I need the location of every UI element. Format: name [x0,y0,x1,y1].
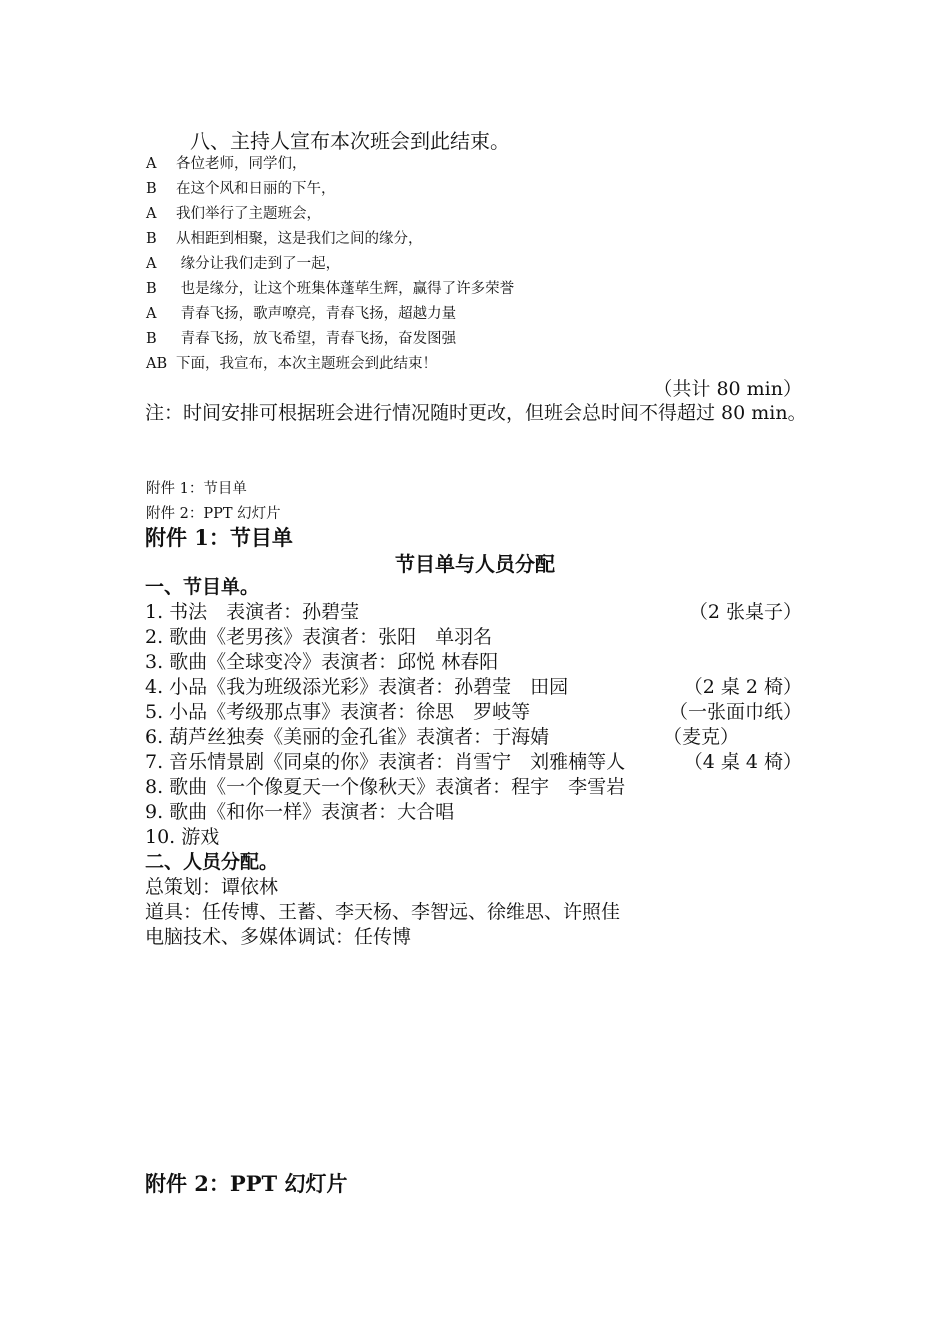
dialogue-text: 我们举行了主题班会， [176,206,321,222]
program-item-note: （4 桌 4 椅） [683,751,802,773]
staff-item: 道具：任传博、王蓄、李天杨、李智远、徐维思、许照佳 [145,901,621,923]
dialogue-line [146,152,307,173]
dialogue-text: 在这个风和日丽的下午， [176,181,336,197]
section-8-heading: 八、主持人宣布本次班会到此结束。 [190,129,510,153]
program-item: 5. 小品《考级那点事》表演者：徐思 罗岐等 [145,701,531,723]
time-note: 注：时间安排可根据班会进行情况随时更改，但班会总时间不得超过 80 min。 [145,402,807,424]
speaker-label: A [146,306,157,322]
program-item: 3. 歌曲《全球变冷》表演者：邱悦 林春阳 [145,651,499,673]
program-item: 7. 音乐情景剧《同桌的你》表演者：肖雪宁 刘雅楠等人 [145,751,626,773]
total-time: （共计 80 min） [653,378,802,400]
program-item-note: （2 桌 2 椅） [683,676,802,698]
program-item: 8. 歌曲《一个像夏天一个像秋天》表演者：程宇 李雪岩 [145,776,626,798]
speaker-label: A [146,256,157,272]
program-item: 6. 葫芦丝独奏《美丽的金孔雀》表演者：于海婧 [145,726,550,748]
program-item: 10. 游戏 [145,826,220,848]
program-item-note: （麦克） [663,726,740,748]
dialogue-text: 也是缘分，让这个班集体蓬荜生辉，赢得了许多荣誉 [176,281,515,297]
program-title: 节目单与人员分配 [395,552,555,576]
attachment-2-heading: 附件 2：PPT 幻灯片 [145,1171,348,1196]
program-item: 4. 小品《我为班级添光彩》表演者：孙碧莹 田园 [145,676,569,698]
dialogue-line [146,277,514,298]
dialogue-line [146,252,340,273]
dialogue-line [146,302,456,323]
speaker-label: B [146,181,157,197]
dialogue-text: 各位老师，同学们， [176,156,307,172]
staff-item: 总策划：谭依林 [145,876,279,898]
dialogue-line [146,227,423,248]
speaker-label: B [146,331,157,347]
staff-section-heading: 二、人员分配。 [145,851,279,873]
speaker-label: B [146,281,157,297]
dialogue-text: 青春飞扬，放飞希望，青春飞扬，奋发图强 [176,331,457,347]
attachment-1-heading: 附件 1：节目单 [145,525,293,550]
program-item-note: （2 张桌子） [688,601,802,623]
dialogue-line [146,177,336,198]
dialogue-text: 缘分让我们走到了一起， [176,256,341,272]
dialogue-text: 从相距到相聚，这是我们之间的缘分， [176,231,423,247]
dialogue-line [146,202,321,223]
program-item: 1. 书法 表演者：孙碧莹 [145,601,360,623]
dialogue-line [146,352,437,373]
attachment-list-item: 附件 2：PPT 幻灯片 [146,506,281,522]
program-section-heading: 一、节目单。 [145,576,260,598]
dialogue-text: 青春飞扬，歌声嘹亮，青春飞扬，超越力量 [176,306,457,322]
speaker-label: AB [146,356,168,372]
speaker-label: A [146,206,157,222]
staff-item: 电脑技术、多媒体调试：任传博 [145,926,412,948]
program-item: 9. 歌曲《和你一样》表演者：大合唱 [145,801,455,823]
speaker-label: B [146,231,157,247]
program-item-note: （一张面巾纸） [668,701,802,723]
dialogue-text: 下面，我宣布，本次主题班会到此结束！ [176,356,437,372]
dialogue-line [146,327,456,348]
program-item: 2. 歌曲《老男孩》表演者：张阳 单羽名 [145,626,493,648]
speaker-label: A [146,156,157,172]
attachment-list-item: 附件 1：节目单 [146,481,247,497]
